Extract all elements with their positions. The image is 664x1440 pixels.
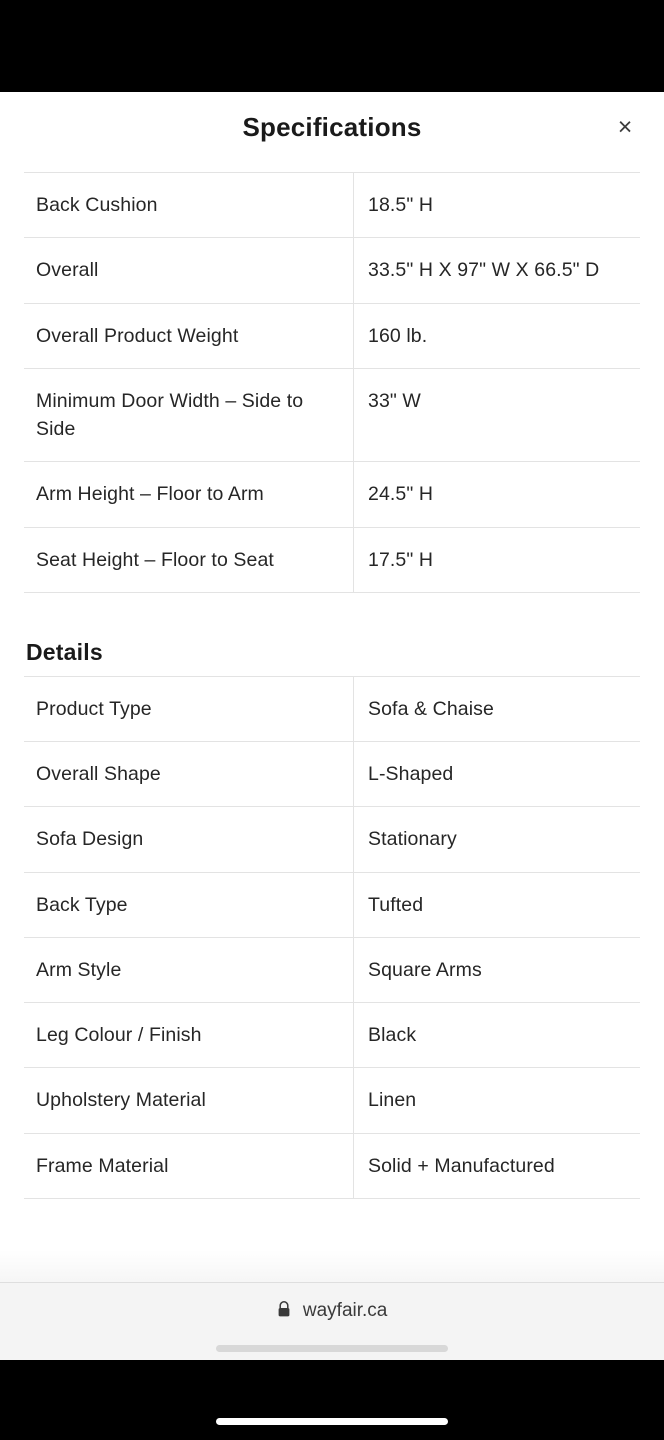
detail-value: Stationary (354, 807, 641, 872)
spec-label: Minimum Door Width – Side to Side (24, 368, 354, 462)
tab-handle[interactable] (216, 1345, 448, 1352)
detail-label: Leg Colour / Finish (24, 1003, 354, 1068)
spec-label: Arm Height – Floor to Arm (24, 462, 354, 527)
detail-value: Solid + Manufactured (354, 1133, 641, 1198)
lock-icon (277, 1301, 291, 1324)
spec-label: Overall (24, 238, 354, 303)
detail-value: Sofa & Chaise (354, 676, 641, 741)
table-row (24, 807, 640, 872)
browser-chrome (0, 1282, 664, 1361)
detail-value: Square Arms (354, 937, 641, 1002)
detail-label: Arm Style (24, 937, 354, 1002)
home-bar-area (0, 1360, 664, 1440)
page-title: Specifications (242, 112, 422, 142)
sheet-content (0, 172, 664, 1199)
spec-value: 18.5" H (354, 173, 641, 238)
details-table (24, 676, 640, 1199)
table-row (24, 676, 640, 741)
spec-value: 33" W (354, 368, 641, 462)
table-row (24, 527, 640, 592)
table-row (24, 303, 640, 368)
table-row (24, 368, 640, 462)
detail-value: Tufted (354, 872, 641, 937)
spec-label: Overall Product Weight (24, 303, 354, 368)
specifications-sheet (0, 92, 664, 1290)
detail-label: Overall Shape (24, 742, 354, 807)
table-row (24, 238, 640, 303)
sheet-header (0, 92, 664, 172)
detail-label: Frame Material (24, 1133, 354, 1198)
table-row (24, 173, 640, 238)
spec-label: Seat Height – Floor to Seat (24, 527, 354, 592)
specifications-table (24, 172, 640, 593)
spec-value: 24.5" H (354, 462, 641, 527)
table-row (24, 937, 640, 1002)
detail-label: Product Type (24, 676, 354, 741)
home-indicator[interactable] (216, 1418, 448, 1425)
detail-label: Sofa Design (24, 807, 354, 872)
status-bar-area (0, 0, 664, 92)
table-row (24, 1068, 640, 1133)
spec-label: Back Cushion (24, 173, 354, 238)
detail-label: Upholstery Material (24, 1068, 354, 1133)
details-heading: Details (26, 638, 103, 665)
detail-value: Black (354, 1003, 641, 1068)
table-row (24, 1133, 640, 1198)
spec-value: 17.5" H (354, 527, 641, 592)
table-row (24, 462, 640, 527)
table-row (24, 872, 640, 937)
detail-value: L-Shaped (354, 742, 641, 807)
detail-label: Back Type (24, 872, 354, 937)
table-row (24, 1003, 640, 1068)
url-text: wayfair.ca (302, 1300, 388, 1321)
detail-value: Linen (354, 1068, 641, 1133)
close-icon[interactable]: × (617, 113, 633, 141)
table-row (24, 742, 640, 807)
address-bar[interactable] (0, 1300, 664, 1324)
spec-value: 33.5" H X 97" W X 66.5" D (354, 238, 641, 303)
spec-value: 160 lb. (354, 303, 641, 368)
